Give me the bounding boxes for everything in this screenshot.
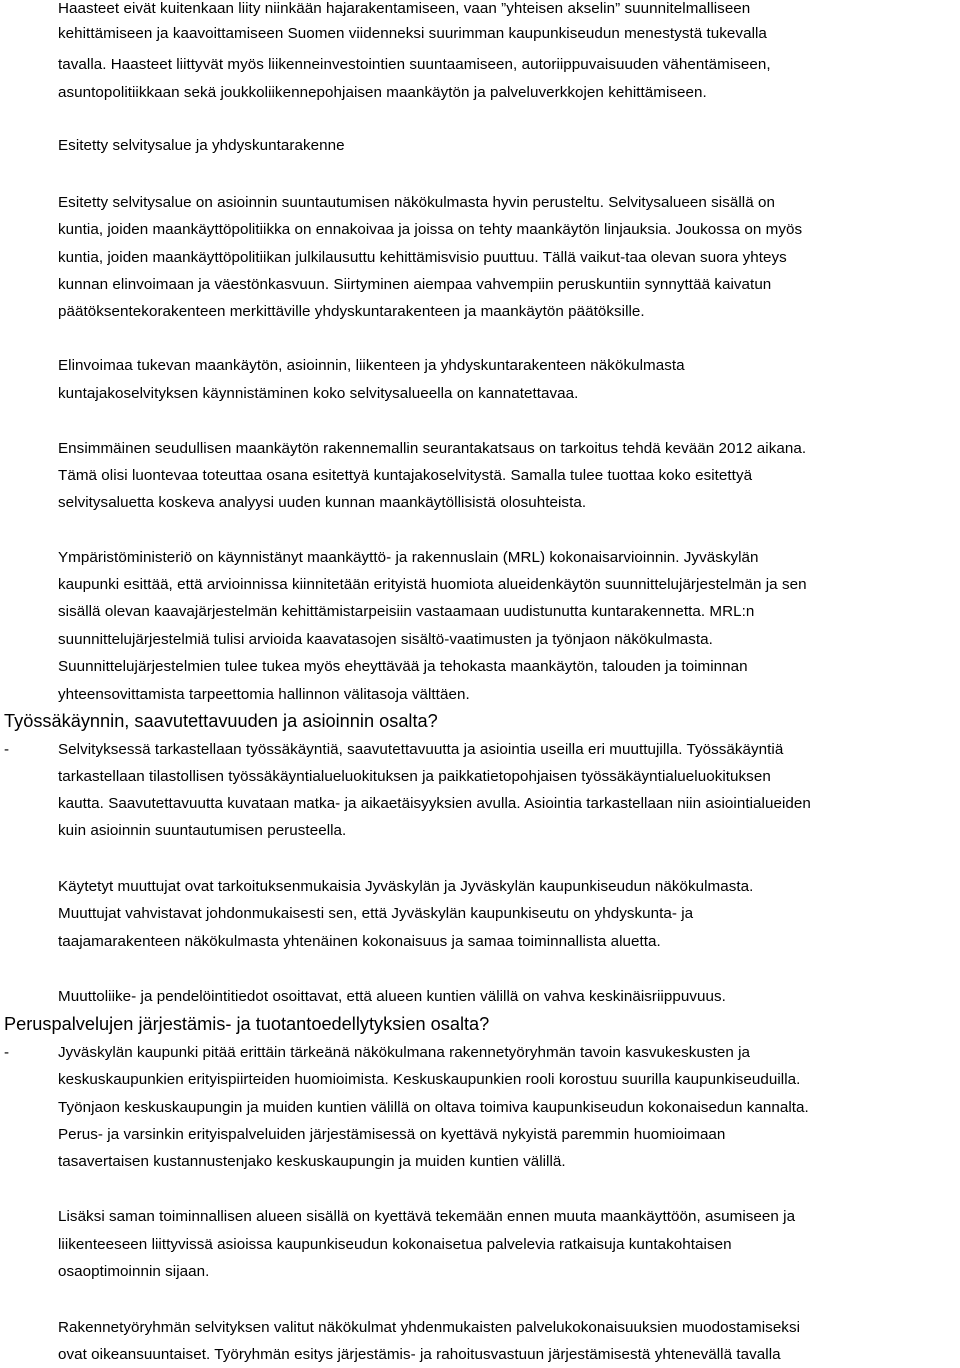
text-line: kautta. Saavutettavuutta kuvataan matka- ja aikaetäisyyksien avulla. Asiointia tarkastellaan niin asiointialueiden	[58, 795, 811, 812]
text-line: Haasteet eivät kuitenkaan liity niinkään hajarakentamiseen, vaan ”yhteisen akselin” suunnitelmalliseen	[58, 0, 751, 17]
text-line: Elinvoimaa tukevan maankäytön, asioinnin, liikenteen ja yhdyskuntarakenteen näkökulmasta	[58, 357, 685, 374]
text-line: kuntia, joiden maankäyttöpolitiikan julkilausuttu kehittämisvisio puuttuu. Tällä vaikut-taa olevan suora yhteys	[58, 249, 787, 266]
text-line: keskuskaupunkien erityispiirteiden huomioimista. Keskuskaupunkien rooli korostuu suurilla kaupunkiseuduilla.	[58, 1071, 801, 1088]
text-line: Suunnittelujärjestelmien tulee tukea myös eheyttävää ja tehokasta maankäytön, talouden ja toiminnan	[58, 658, 748, 675]
section-heading: Peruspalvelujen järjestämis- ja tuotantoedellytyksien osalta?	[4, 1014, 490, 1034]
text-line: Rakennetyöryhmän selvityksen valitut näkökulmat yhdenmukaisten palvelukokonaisuuksien muodostamiseksi	[58, 1319, 801, 1336]
text-line: Ensimmäinen seudullisen maankäytön rakennemallin seurantakatsaus on tarkoitus tehdä kevään 2012 aikana.	[58, 440, 807, 457]
text-line: tarkastellaan tilastollisen työssäkäyntialueluokituksen ja paikkatietopohjaisen työssäkäyntialueluokituksen	[58, 768, 771, 785]
text-line: selvitysaluetta koskeva analyysi uuden kunnan maankäytöllisistä olosuhteista.	[58, 494, 587, 511]
text-line: suunnittelujärjestelmiä tulisi arvioida kaavatasojen sisältö-vaatimusten ja työnjaon näkökulmasta.	[58, 631, 713, 648]
text-line: tavalla. Haasteet liittyvät myös liikenneinvestointien suuntaamiseen, autoriippuvaisuuden vähentämiseen,	[58, 56, 771, 73]
text-line: liikenteeseen liittyvissä asioissa kaupunkiseudun kokonaisetua palvelevia ratkaisuja kuntakohtaisen	[58, 1236, 732, 1253]
text-line: Tämä olisi luontevaa toteuttaa osana esitettyä kuntajakoselvitystä. Samalla tulee tuottaa koko esitettyä	[58, 467, 753, 484]
text-line: Jyväskylän kaupunki pitää erittäin tärkeänä näkökulmana rakennetyöryhmän tavoin kasvukeskusten ja	[58, 1044, 751, 1061]
text-line: osaoptimoinnin sijaan.	[58, 1263, 210, 1280]
section-heading: Työssäkäynnin, saavutettavuuden ja asioinnin osalta?	[4, 711, 438, 731]
text-line: Työnjaon keskuskaupungin ja muiden kuntien välillä on oltava toimiva kaupunkiseudun kokonaisedun kannalta.	[58, 1099, 809, 1116]
text-line: Ympäristöministeriö on käynnistänyt maankäyttö- ja rakennuslain (MRL) kokonaisarvioinnin. Jyväskylän	[58, 549, 759, 566]
text-line: kuin asioinnin suuntautumisen perusteella.	[58, 822, 347, 839]
text-line: tasavertaisen kustannustenjako keskuskaupungin ja muiden kuntien välillä.	[58, 1153, 566, 1170]
section-subheading: Esitetty selvitysalue ja yhdyskuntarakenne	[58, 137, 345, 154]
text-line: Perus- ja varsinkin erityispalveluiden järjestämisessä on kyettävä nykyistä paremmin huomioimaan	[58, 1126, 726, 1143]
text-line: kehittämiseen ja kaavoittamiseen Suomen viidenneksi suurimman kaupunkiseudun menestystä tukevalla	[58, 25, 767, 42]
bullet-dash: -	[4, 1044, 10, 1061]
text-line: kuntajakoselvityksen käynnistäminen koko selvitysalueella on kannatettavaa.	[58, 385, 579, 402]
text-line: ovat oikeansuuntaiset. Työryhmän esitys järjestämis- ja rahoitusvastuun järjestämisestä yhtenevällä tavalla	[58, 1346, 781, 1363]
paragraph-muuttoliike: Muuttoliike- ja pendelöintitiedot osoittavat, että alueen kuntien välillä on vahva keskinäisriippuvuus.	[58, 988, 726, 1005]
bullet-dash: -	[4, 741, 10, 758]
text-line: sisällä olevan kaavajärjestelmän kehittämistarpeisiin vastaamaan uudistunutta kuntarakennetta. MRL:n	[58, 603, 755, 620]
text-line: päätöksentekorakenteen merkittäville yhdyskuntarakenteen ja maankäytön päätöksille.	[58, 303, 645, 320]
text-line: Esitetty selvitysalue on asioinnin suuntautumisen näkökulmasta hyvin perusteltu. Selvitysalueen sisällä on	[58, 194, 775, 211]
text-line: Muuttujat vahvistavat johdonmukaisesti sen, että Jyväskylän kaupunkiseutu on yhdyskunta- ja	[58, 905, 694, 922]
text-line: asuntopolitiikkaan sekä joukkoliikennepohjaisen maankäytön ja palveluverkkojen kehittämiseen.	[58, 84, 707, 101]
text-line: kuntia, joiden maankäyttöpolitiikka on ennakoivaa ja joissa on tehty maankäytön linjauksia. Joukossa on myös	[58, 221, 803, 238]
text-line: taajamarakenteen näkökulmasta yhtenäinen kokonaisuus ja samaa toiminnallista aluetta.	[58, 933, 661, 950]
text-line: Lisäksi saman toiminnallisen alueen sisällä on kyettävä tekemään ennen muuta maankäyttöön, asumiseen ja	[58, 1208, 796, 1225]
text-line: Käytetyt muuttujat ovat tarkoituksenmukaisia Jyväskylän ja Jyväskylän kaupunkiseudun näkökulmasta.	[58, 878, 754, 895]
text-line: kunnan elinvoimaan ja väestönkasvuun. Siirtyminen aiempaa vahvempiin peruskuntiin synnyttää kaivatun	[58, 276, 772, 293]
text-line: kaupunki esittää, että arvioinnissa kiinnitetään erityistä huomiota alueidenkäytön suunnittelujärjestelmän ja sen	[58, 576, 807, 593]
text-line: yhteensovittamista tarpeettomia hallinnon välitasoja välttäen.	[58, 686, 470, 703]
text-line: Selvityksessä tarkastellaan työssäkäyntiä, saavutettavuutta ja asiointia useilla eri muuttujilla. Työssäkäyntiä	[58, 741, 784, 758]
